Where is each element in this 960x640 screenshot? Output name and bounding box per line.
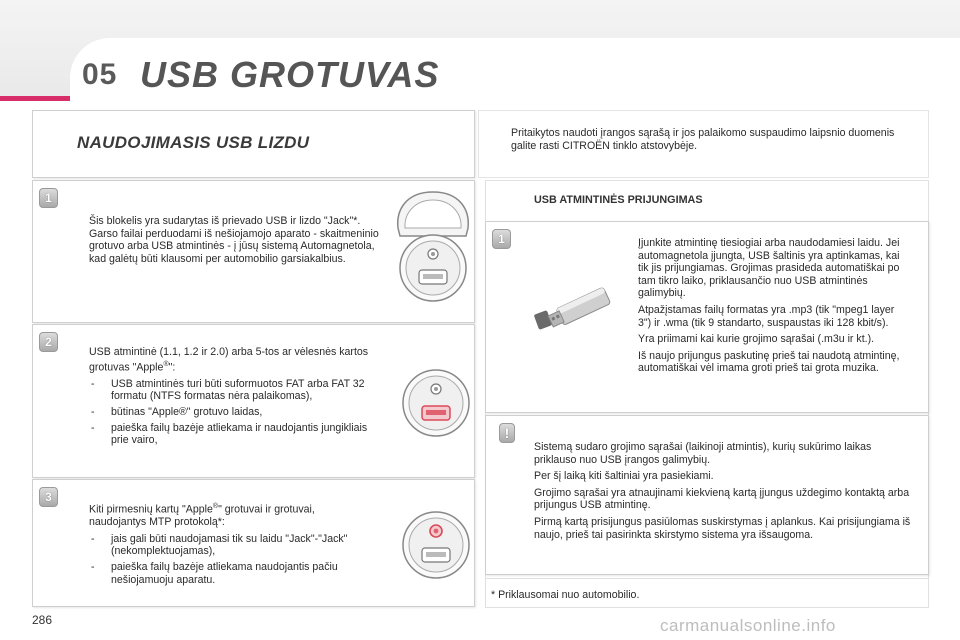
- item-2-intro: USB atmintinė (1.1, 1.2 ir 2.0) arba 5-tos ar vėlesnės kartos grotuvas "Apple®":: [89, 346, 369, 374]
- item-3-text: [89, 501, 371, 586]
- paragraph: Pirmą kartą prisijungus pasiūlomas suskirstymas į aplankus. Kai prisijungiama iš naujo, prieš tai pasirinkta skirstymo sistema yra išsaugoma.: [534, 515, 911, 541]
- step-badge-1: 1: [39, 188, 58, 208]
- footnote: * Priklausomai nuo automobilio.: [491, 589, 640, 601]
- step-badge-2: 2: [39, 332, 58, 352]
- chapter-number: 05: [82, 58, 118, 91]
- paragraph: Per šį laiką kiti šaltiniai yra pasiekiami.: [534, 470, 714, 483]
- registered-mark: ®: [163, 360, 169, 368]
- usb-stick-icon: [534, 284, 614, 334]
- paragraph: Sistemą sudaro grojimo sąrašai (laikinoji atmintis), kurių sukūrimo laikas priklauso nuo USB įrangos galimybių.: [534, 441, 872, 466]
- usb-socket-cover-icon: [392, 188, 474, 318]
- paragraph: Įjunkite atmintinę tiesiogiai arba naudodamiesi laidu. Jei automagnetola įjungta, USB šaltinis yra aptinkamas, kai tik jis prijungiamas. Grojimas prasideda automatiškai po tam tikro laiko, priklausančio nuo USB atmintinės galimybių.: [638, 237, 900, 300]
- chapter-title: USB GROTUVAS: [140, 54, 440, 95]
- paragraph: Grojimo sąrašai yra atnaujinami kiekvieną kartą įjungus uždegimo kontaktą arba prijungus USB atmintinę.: [534, 486, 910, 512]
- list-item: - paieška failų bazėje atliekama naudojantis pačiu nešiojamuoju aparatu.: [91, 560, 338, 586]
- subsection-title: USB ATMINTINĖS PRIJUNGIMAS: [534, 194, 703, 206]
- usb-connect-text: [638, 237, 910, 379]
- step-badge-usb-1: 1: [492, 229, 511, 249]
- warning-icon: !: [499, 423, 515, 443]
- item-1-text: Šis blokelis yra sudarytas iš prievado USB ir lizdo "Jack"*. Garso failai perduodami iš nešiojamojo aparato - skaitmeninio grotuvo arba USB atmintinės - į jūsų sistemą Automagnetola, kad galėtų būti klausomi per automobilio garsiakalbius.: [89, 215, 379, 265]
- right-intro-text: Pritaikytos naudoti įrangos sąrašą ir jos palaikomo suspaudimo laipsnio duomenis galite rasti CITROËN tinklo atstovybėje.: [511, 127, 895, 152]
- list-item: - būtinas "Apple®" grotuvo laidas,: [91, 405, 263, 418]
- usb-socket-icon: [400, 367, 472, 439]
- item-2-text: [89, 346, 371, 447]
- registered-mark: ®: [212, 503, 219, 510]
- list-item: - paieška failų bazėje atliekama ir naudojantis jungikliais prie vairo,: [91, 421, 368, 447]
- list-item: - jais gali būti naudojamasi tik su laidu "Jack"-"Jack" (nekomplektuojamas),: [91, 532, 348, 558]
- paragraph: Atpažįstamas failų formatas yra .mp3 (tik "mpeg1 layer 3") ir .wma (tik 9 standarto, suspaustas iki 128 kbit/s).: [638, 303, 895, 329]
- paragraph: Iš naujo prijungus paskutinę prieš tai naudotą atmintinę, automatiškai vėl imama groti prieš tai grota muzika.: [638, 349, 900, 375]
- warning-text: [534, 441, 914, 545]
- item-3-intro: Kiti pirmesnių kartų "Apple®" grotuvai ir grotuvai, naudojantys MTP protokolą*:: [89, 503, 315, 529]
- watermark: carmanualsonline.info: [660, 616, 836, 635]
- step-badge-3: 3: [39, 487, 58, 507]
- page-number: 286: [32, 613, 53, 627]
- paragraph: Yra priimami kai kurie grojimo sąrašai (.m3u ir kt.).: [638, 333, 875, 346]
- jack-socket-icon: [400, 509, 472, 581]
- list-item: - USB atmintinės turi būti suformuotos FAT arba FAT 32 formatu (NTFS formatas nėra palaikomas),: [91, 377, 365, 403]
- section-title: NAUDOJIMASIS USB LIZDU: [77, 133, 310, 152]
